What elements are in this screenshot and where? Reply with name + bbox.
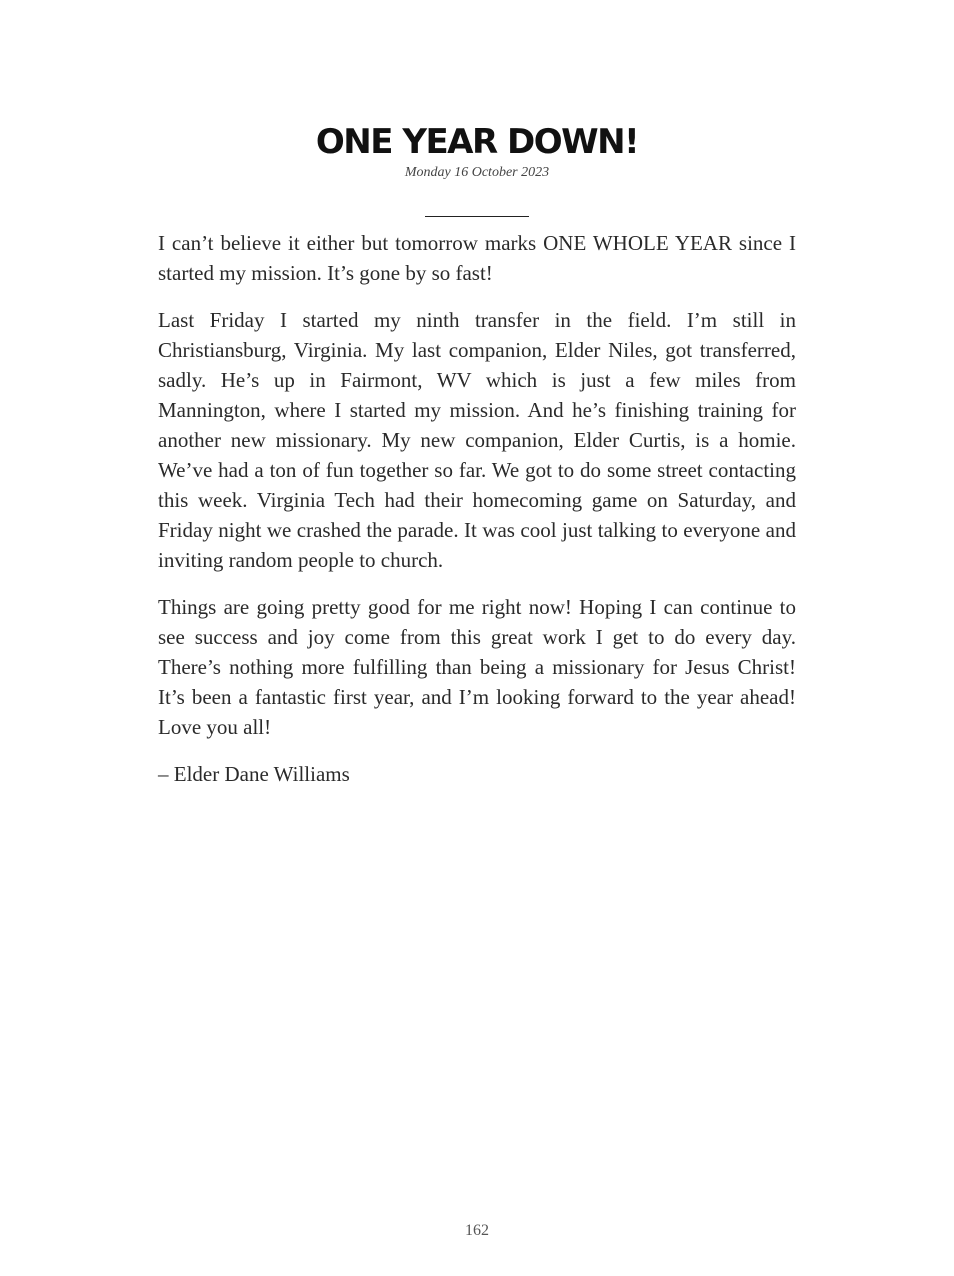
body-paragraph-2: Last Friday I started my ninth transfer in the field. I’m still in Christiansburg, Virginia. My last companion, Elder Niles, got transferred, sadly. He’s up in Fairmont, WV which is just a few miles from Mannington, where I started my mission. And he’s finishing training for another new missionary. My new companion, Elder Curtis, is a homie. We’ve had a ton of fun together so far. We got to do some street contacting this week. Virginia Tech had their homecoming game on Saturday, and Friday night we crashed the parade. It was cool just talking to everyone and inviting random people to church. <box>158 308 796 572</box>
body-paragraph-1: I can’t believe it either but tomorrow marks ONE WHOLE YEAR since I started my mission. It’s gone by so fast! <box>158 231 796 285</box>
signature: – Elder Dane Williams <box>158 762 350 786</box>
post-header <box>158 120 796 182</box>
page-title: ONE YEAR DOWN! <box>315 122 639 162</box>
body-paragraph-3: Things are going pretty good for me right now! Hoping I can continue to see success and joy come from this great work I get to do every day. There’s nothing more fulfilling than being a missionary for Jesus Christ! It’s been a fantastic first year, and I’m looking forward to the year ahead! Love you all! <box>158 595 796 739</box>
post-body <box>158 228 796 806</box>
title-divider <box>425 216 529 217</box>
page-number: 162 <box>465 1222 489 1239</box>
post-date: Monday 16 October 2023 <box>404 165 550 180</box>
